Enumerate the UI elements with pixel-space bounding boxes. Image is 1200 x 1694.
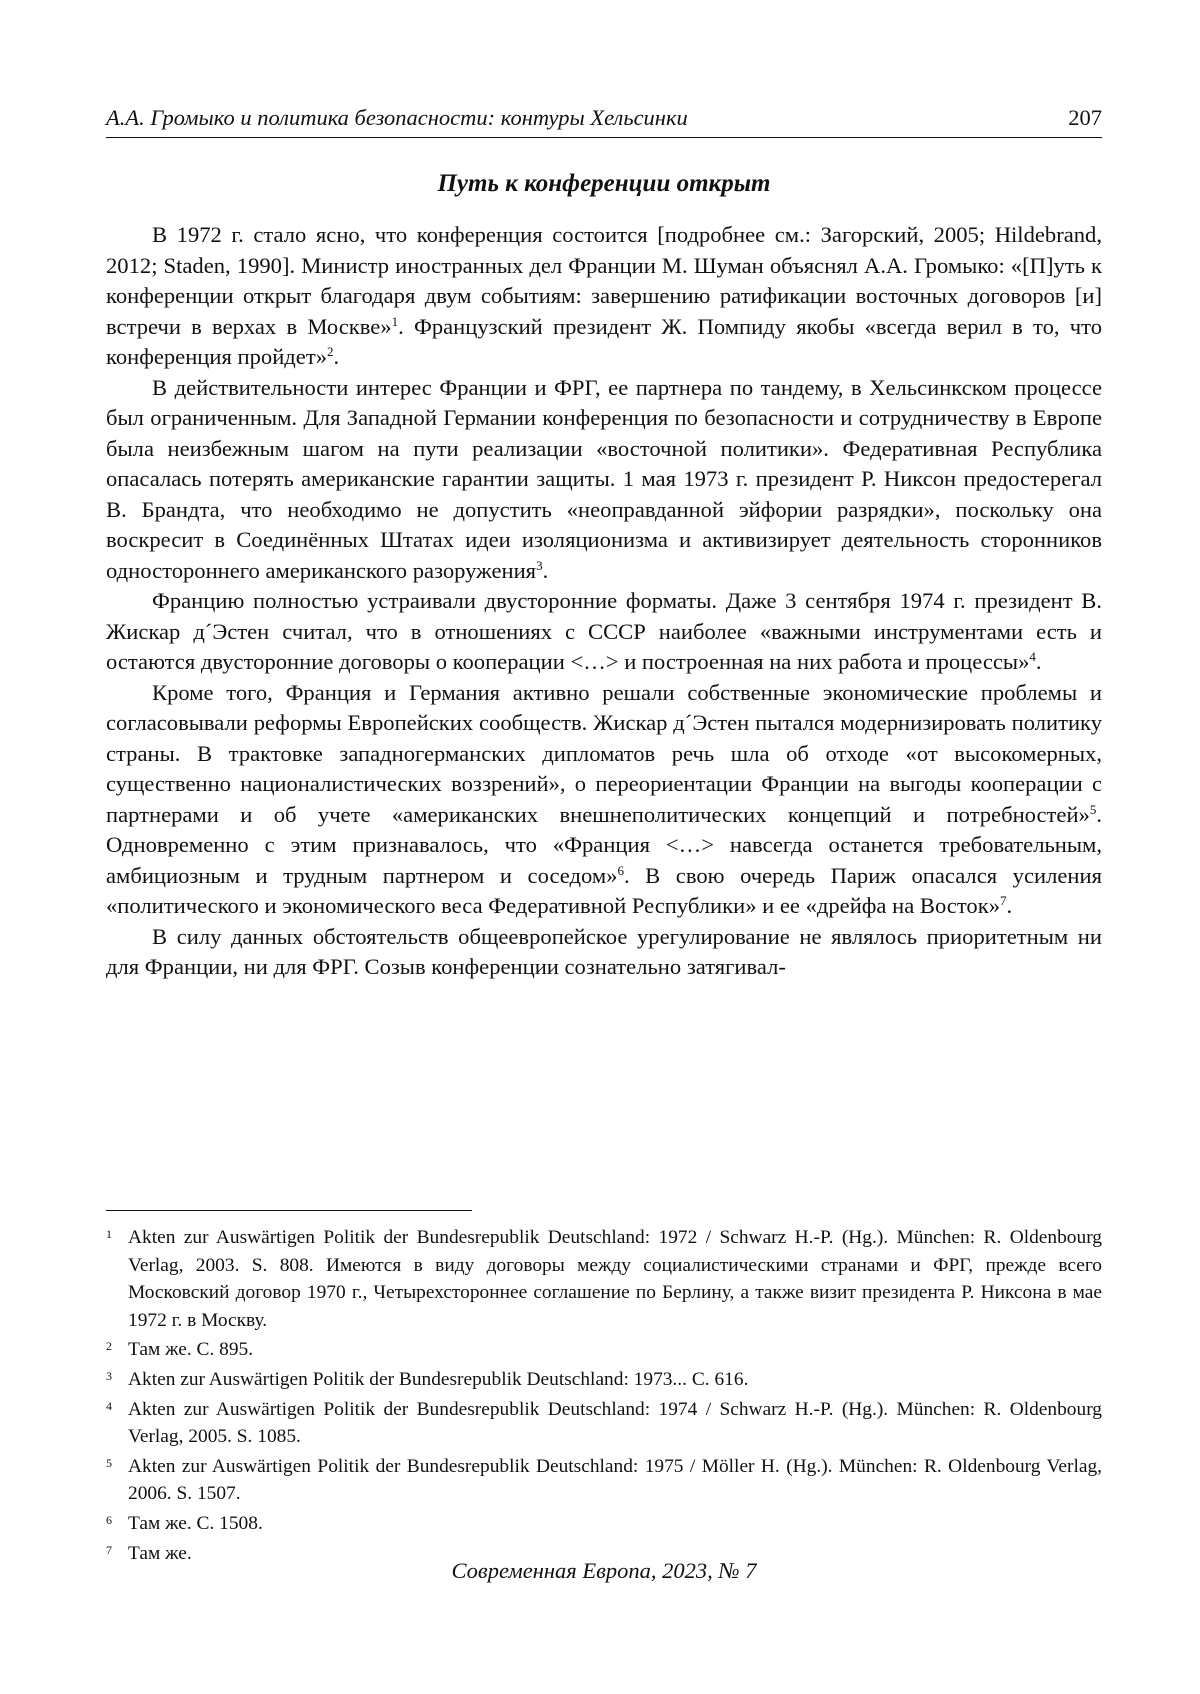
running-title: А.А. Громыко и политика безопасности: контуры Хельсинки — [106, 105, 688, 130]
footnote — [106, 1366, 1102, 1394]
footnote-text: Akten zur Auswärtigen Politik der Bundesrepublik Deutschland: 1974 / Schwarz H.-P. (Hg.). München: R. Oldenbourg Verlag, 2005. S. 1085. — [128, 1398, 1102, 1448]
paragraph: Кроме того, Франция и Германия активно решали собственные экономические проблемы и согласовывали реформы Европейских сообществ. Жискар д´Эстен пытался модернизировать политику страны. В трактовке западногерманских дипломатов речь шла об отходе «от высокомерных, существенно националистических воззрений», о переориентации Франции на выгоды кооперации с партнерами и об учете «американских внешнеполитических концепций и потребностей»$^5$. Одновременно с этим признавалось, что «Франция <…> навсегда останется требовательным, амбициозным и трудным партнером и соседом»$^6$. В свою очередь Париж опасался усиления «политического и экономического веса Федеративной Республики» и ее «дрейфа на Восток»$^7$. — [106, 679, 1102, 918]
footnote-text: Там же. — [128, 1542, 192, 1564]
paragraph: В силу данных обстоятельств общеевропейское урегулирование не являлось приоритетным ни для Франции, ни для ФРГ. Созыв конференции сознательно затягивал- — [106, 923, 1102, 979]
footnote-separator — [106, 1210, 472, 1211]
footnote-number: 4 — [106, 1398, 112, 1413]
running-header — [106, 104, 1102, 138]
footnote-ref[interactable]: 4 — [1029, 649, 1036, 664]
footnote-number: 2 — [106, 1339, 112, 1354]
footnote-number: 7 — [106, 1542, 112, 1557]
footnote-text: Akten zur Auswärtigen Politik der Bundesrepublik Deutschland: 1973... С. 616. — [128, 1368, 749, 1390]
footnote-number: 6 — [106, 1512, 112, 1527]
footnote-text: Там же. С. 1508. — [128, 1512, 263, 1534]
footnote — [106, 1453, 1102, 1508]
paragraph: Францию полностью устраивали двусторонние форматы. Даже 3 сентября 1974 г. президент В. Жискар д´Эстен считал, что в отношениях с СССР наиболее «важными инструментами есть и остаются двусторонние договоры о кооперации <…> и построенная на них работа и процессы»$^4$. — [106, 588, 1102, 674]
section-heading: Путь к конференции открыт — [437, 170, 771, 197]
footnote-ref[interactable]: 1 — [391, 313, 399, 329]
page-number: 207 — [1068, 105, 1102, 130]
footnotes — [106, 1224, 1102, 1569]
footnote-ref[interactable]: 7 — [1000, 893, 1007, 908]
footnote-text: Там же. С. 895. — [128, 1339, 254, 1361]
paragraph: В действительности интерес Франции и ФРГ, ее партнера по тандему, в Хельсинкском процессе был ограниченным. Для Западной Германии конференция по безопасности и сотрудничеству в Европе была неизбежным шагом на пути реализации «восточной политики». Федеративная Республика опасалась потерять американские гарантии защиты. 1 мая 1973 г. президент Р. Никсон предостерегал В. Брандта, что необходимо не допустить «неоправданной эйфории разрядки», поскольку она воскресит в Соединённых Штатах идеи изоляционизма и активизирует деятельность сторонников одностороннего американского разоружения$^3$. — [106, 374, 1102, 583]
footnote-ref[interactable]: 3 — [536, 557, 543, 573]
footnote-ref[interactable]: 6 — [617, 862, 624, 878]
footnote-text: Akten zur Auswärtigen Politik der Bundesrepublik Deutschland: 1972 / Schwarz H.-P. (Hg.). München: R. Oldenbourg Verlag, 2003. S. 808. Имеются в виду договоры между социалистическими странами и ФРГ, прежде всего Московский договор 1970 г., Четырехстороннее соглашение по Берлину, а также визит президента Р. Никсона в мае 1972 г. в Москву. — [128, 1227, 1102, 1331]
journal-footer: Современная Европа, 2023, № 7 — [451, 1558, 757, 1583]
footnote — [106, 1224, 1102, 1334]
footnote — [106, 1336, 1102, 1364]
footnote-ref[interactable]: 2 — [327, 344, 334, 359]
footnote-number: 3 — [106, 1368, 112, 1383]
footnote — [106, 1396, 1102, 1451]
footnote-text: Akten zur Auswärtigen Politik der Bundesrepublik Deutschland: 1975 / Möller H. (Hg.). München: R. Oldenbourg Verlag, 2006. S. 1507. — [128, 1455, 1102, 1505]
footnote-number: 5 — [106, 1455, 112, 1470]
footnote — [106, 1510, 1102, 1538]
body-text — [106, 220, 1102, 983]
footnote-ref[interactable]: 5 — [1089, 801, 1097, 817]
paragraph: В 1972 г. стало ясно, что конференция состоится [подробнее см.: Загорский, 2005; Hildebrand, 2012; Staden, 1990]. Министр иностранных дел Франции М. Шуман объяснял А.А. Громыко: «[П]уть к конференции открыт благодаря двум событиям: завершению ратификации восточных договоров [и] встречи в верхах в Москве»$^1$. Французский президент Ж. Помпиду якобы «всегда верил в то, что конференция пройдет»$^2$. — [106, 222, 1102, 369]
footnote-number: 1 — [106, 1227, 112, 1241]
